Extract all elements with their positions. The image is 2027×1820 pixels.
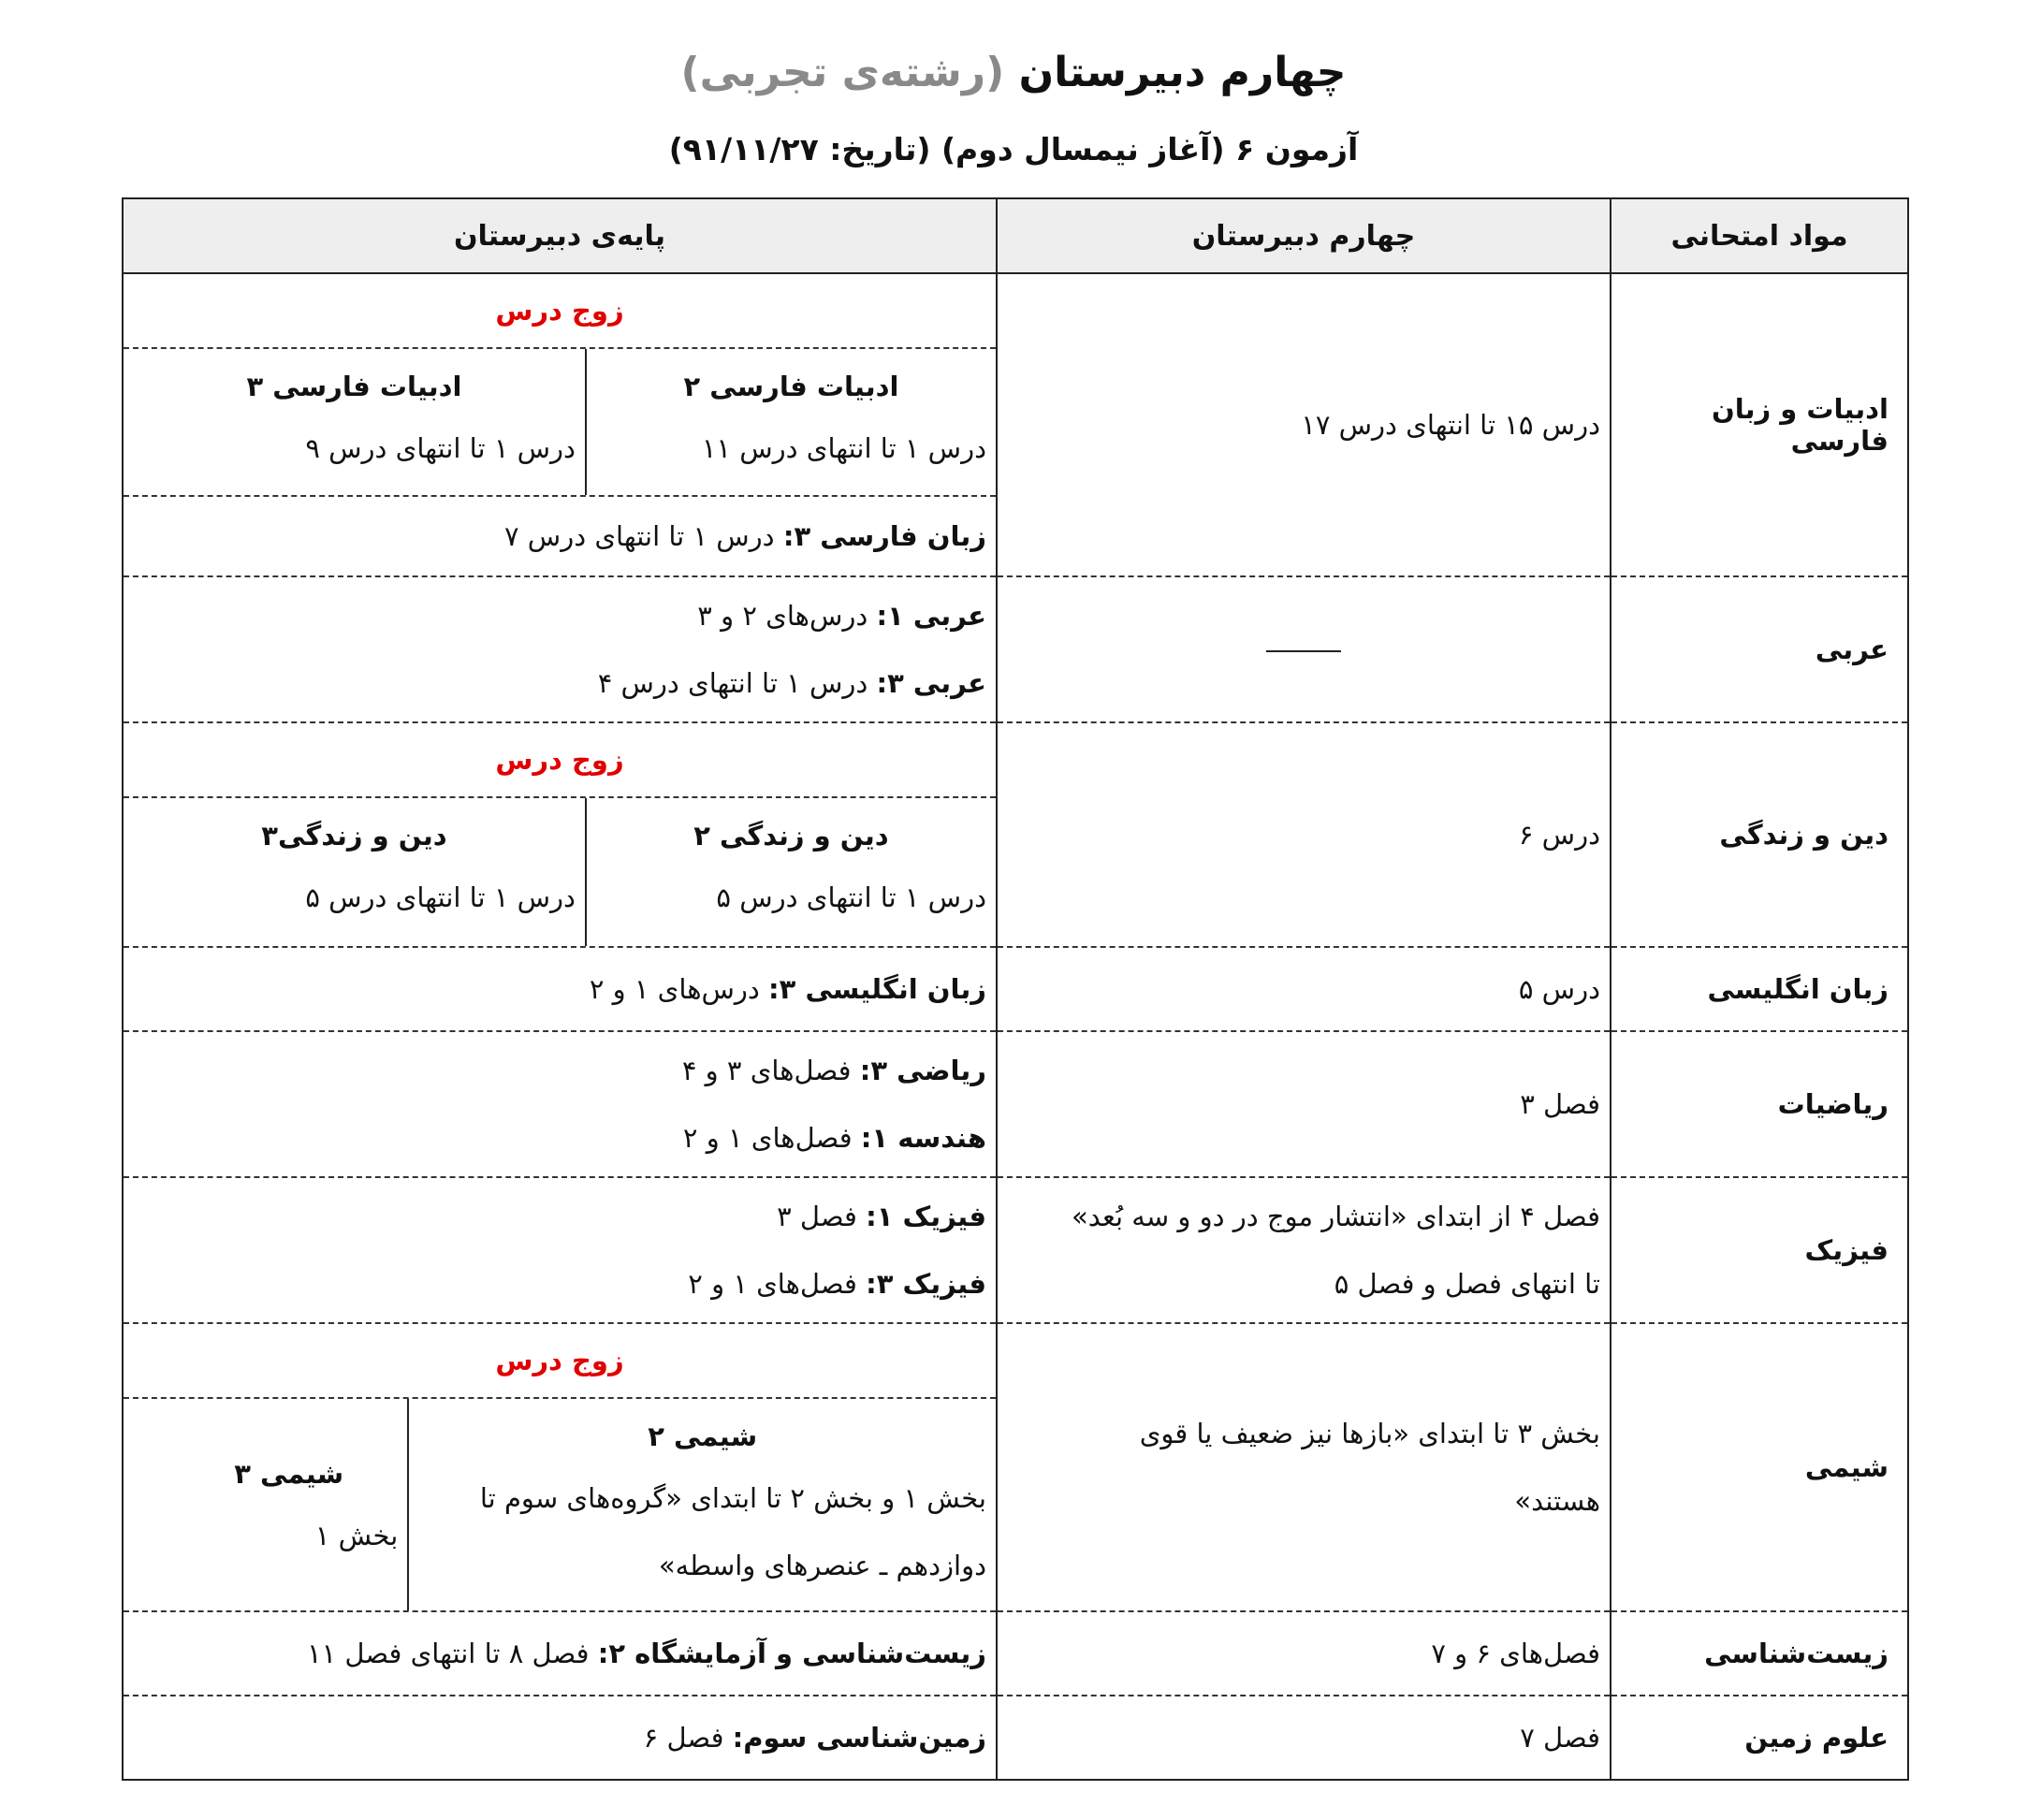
subject-biology: زیست‌شناسی <box>1611 1611 1908 1696</box>
math-line-1 <box>124 1037 996 1104</box>
fourth-chemistry-line-1: بخش ۳ تا ابتدای «بازها نیز ضعیف یا قوی <box>1139 1418 1600 1449</box>
fourth-persian: درس ۱۵ تا انتهای درس ۱۷ <box>997 273 1611 576</box>
fourth-physics <box>997 1177 1611 1323</box>
fourth-religion: درس ۶ <box>997 722 1611 947</box>
pair-a-religion <box>585 798 996 946</box>
pair-a-title: ادبیات فارسی ۲ <box>683 371 899 402</box>
header-subject: مواد امتحانی <box>1611 198 1908 273</box>
title-main: چهارم دبیرستان <box>1018 49 1347 96</box>
earth-l1-text: فصل ۶ <box>643 1722 733 1754</box>
physics-l2-label: فیزیک ۳: <box>866 1268 986 1300</box>
physics-line-1 <box>124 1183 996 1250</box>
fourth-physics-line-1: فصل ۴ از ابتدای «انتشار موج در دو و سه بُعد» <box>1072 1201 1600 1232</box>
fourth-earth: فصل ۷ <box>997 1696 1611 1780</box>
fourth-chemistry-line-2: هستند» <box>1514 1485 1600 1517</box>
subject-math: ریاضیات <box>1611 1031 1908 1177</box>
pair-b-religion <box>124 798 585 946</box>
base-religion <box>123 722 997 947</box>
physics-l2-text: فصل‌های ۱ و ۲ <box>688 1268 867 1300</box>
math-l1-label: ریاضی ۳: <box>859 1055 986 1086</box>
earth-line-1 <box>124 1704 996 1771</box>
table-header-row <box>123 198 1908 273</box>
fourth-math: فصل ۳ <box>997 1031 1611 1177</box>
table-row-religion <box>123 722 1908 947</box>
subject-earth: علوم زمین <box>1611 1696 1908 1780</box>
table-row-math <box>123 1031 1908 1177</box>
math-l2-label: هندسه ۱: <box>860 1122 986 1154</box>
arabic-line-1 <box>124 582 996 649</box>
pair-a-text: درس ۱ تا انتهای درس ۱۱ <box>701 432 986 464</box>
pair-a-chemistry <box>407 1399 996 1610</box>
pair-label: زوج درس <box>124 723 996 798</box>
title-note: (رشته‌ی تجربی) <box>680 49 1005 96</box>
pair-a-title: شیمی ۲ <box>648 1420 758 1452</box>
table-row-chemistry <box>123 1323 1908 1611</box>
persian-extra-label: زبان فارسی ۳: <box>782 520 986 552</box>
arabic-line-2 <box>124 649 996 717</box>
base-math <box>123 1031 997 1177</box>
pair-split-religion <box>124 798 996 946</box>
pair-b-text: بخش ۱ <box>314 1520 399 1551</box>
biology-line-1 <box>124 1620 996 1687</box>
pair-split-chemistry <box>124 1399 996 1610</box>
pair-b-title: ادبیات فارسی ۳ <box>246 371 462 402</box>
english-l1-label: زبان انگلیسی ۳: <box>768 973 986 1005</box>
fourth-chemistry <box>997 1323 1611 1611</box>
base-earth <box>123 1696 997 1780</box>
pair-a-title: دین و زندگی ۲ <box>693 820 889 852</box>
fourth-english: درس ۵ <box>997 947 1611 1031</box>
arabic-l1-text: درس‌های ۲ و ۳ <box>697 600 877 632</box>
fourth-physics-line-2: تا انتهای فصل و فصل ۵ <box>1334 1268 1600 1300</box>
pair-split-persian <box>124 349 996 497</box>
pair-a-text-2: دوازدهم ـ عنصرهای واسطه» <box>658 1550 986 1581</box>
base-persian <box>123 273 997 576</box>
base-biology <box>123 1611 997 1696</box>
fourth-biology: فصل‌های ۶ و ۷ <box>997 1611 1611 1696</box>
math-l2-text: فصل‌های ۱ و ۲ <box>682 1122 861 1154</box>
base-physics <box>123 1177 997 1323</box>
earth-l1-label: زمین‌شناسی سوم: <box>732 1722 986 1754</box>
page-title <box>0 49 2027 96</box>
pair-b-persian <box>124 349 585 495</box>
physics-l1-text: فصل ۳ <box>777 1201 867 1232</box>
english-line-1 <box>124 955 996 1023</box>
subject-physics: فیزیک <box>1611 1177 1908 1323</box>
biology-l1-label: زیست‌شناسی و آزمایشگاه ۲: <box>597 1638 986 1669</box>
pair-a-text: درس ۱ تا انتهای درس ۵ <box>716 881 986 913</box>
pair-b-chemistry <box>124 1399 407 1610</box>
page-subtitle: آزمون ۶ (آغاز نیمسال دوم) (تاریخ: ۹۱/۱۱/۲۷) <box>668 131 1359 167</box>
arabic-l2-text: درس ۱ تا انتهای درس ۴ <box>597 667 877 699</box>
english-l1-text: درس‌های ۱ و ۲ <box>589 973 769 1005</box>
base-arabic <box>123 576 997 722</box>
subject-arabic: عربی <box>1611 576 1908 722</box>
exam-table <box>122 197 1909 1781</box>
physics-l1-label: فیزیک ۱: <box>866 1201 986 1232</box>
table-row-biology <box>123 1611 1908 1696</box>
arabic-l1-label: عربی ۱: <box>876 600 986 632</box>
persian-extra <box>124 497 996 575</box>
pair-b-title: شیمی ۳ <box>234 1458 344 1490</box>
table-row-physics <box>123 1177 1908 1323</box>
subject-english: زبان انگلیسی <box>1611 947 1908 1031</box>
table-row-earth <box>123 1696 1908 1780</box>
empty-dash <box>1266 650 1341 652</box>
header-fourth: چهارم دبیرستان <box>997 198 1611 273</box>
fourth-arabic <box>997 576 1611 722</box>
math-l1-text: فصل‌های ۳ و ۴ <box>681 1055 860 1086</box>
header-base: پایه‌ی دبیرستان <box>123 198 997 273</box>
pair-b-text: درس ۱ تا انتهای درس ۵ <box>305 881 576 913</box>
pair-label: زوج درس <box>124 274 996 349</box>
persian-extra-text: درس ۱ تا انتهای درس ۷ <box>504 520 783 552</box>
pair-b-text: درس ۱ تا انتهای درس ۹ <box>305 432 576 464</box>
table-row-english <box>123 947 1908 1031</box>
pair-label: زوج درس <box>124 1324 996 1399</box>
subject-persian: ادبیات و زبان فارسی <box>1611 273 1908 576</box>
pair-b-title: دین و زندگی۳ <box>261 820 447 852</box>
table-row-arabic <box>123 576 1908 722</box>
subject-chemistry: شیمی <box>1611 1323 1908 1611</box>
base-chemistry <box>123 1323 997 1611</box>
arabic-l2-label: عربی ۳: <box>876 667 986 699</box>
base-english <box>123 947 997 1031</box>
pair-a-text-1: بخش ۱ و بخش ۲ تا ابتدای «گروه‌های سوم تا <box>479 1482 986 1514</box>
table-row-persian <box>123 273 1908 576</box>
physics-line-2 <box>124 1250 996 1318</box>
pair-a-persian <box>585 349 996 495</box>
biology-l1-text: فصل ۸ تا انتهای فصل ۱۱ <box>307 1638 598 1669</box>
math-line-2 <box>124 1104 996 1172</box>
subject-religion: دین و زندگی <box>1611 722 1908 947</box>
